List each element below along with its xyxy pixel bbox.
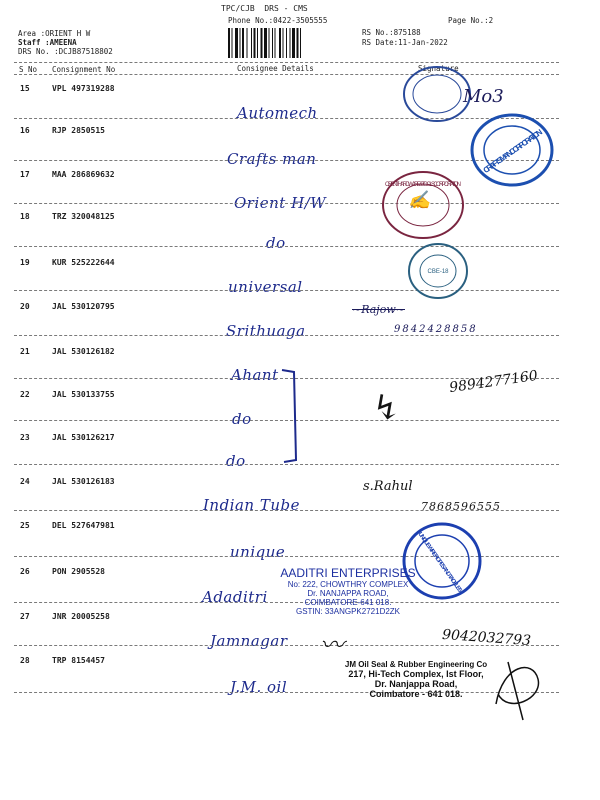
aaditri-stamp — [258, 566, 438, 616]
divider — [14, 246, 559, 247]
row-sno: 22 — [20, 390, 30, 399]
row-sno: 25 — [20, 521, 30, 530]
aaditri-name: AADITRI ENTERPRISES — [280, 566, 416, 580]
consignee-handwriting: Indian Tube — [203, 496, 301, 514]
header-area: Area :ORIENT H W — [18, 29, 91, 38]
signature-24: s.Rahul — [363, 479, 413, 494]
header-drs-no: DRS No. :DCJB87518802 — [18, 47, 113, 56]
row-consignment: JAL 530133755 — [52, 390, 115, 399]
row-consignment: TRP 8154457 — [52, 656, 105, 665]
consignee-handwriting: Crafts man — [227, 150, 317, 168]
consignee-handwriting: unique — [230, 543, 286, 561]
signature-15: Mo3 — [463, 86, 504, 107]
row-consignment: KUR 525222644 — [52, 258, 115, 267]
divider — [14, 290, 559, 291]
row-consignment: JAL 530120795 — [52, 302, 115, 311]
jm-line2: Dr. Nanjappa Road, — [374, 679, 458, 689]
row-sno: 27 — [20, 612, 30, 621]
col-consignment: Consignment No — [52, 65, 116, 74]
phone-24: 7868596555 — [421, 500, 501, 513]
header-page-no: Page No.:2 — [448, 16, 494, 25]
aaditri-line3: COIMBATORE-641 018. — [304, 598, 392, 607]
phone-27: 9042032793 — [441, 626, 532, 650]
header-rs-date: RS Date:11-Jan-2022 — [362, 38, 448, 47]
signature-17: ✍ — [408, 190, 431, 211]
phone-20: 9842428858 — [394, 324, 478, 335]
signature-27: 〰 — [320, 631, 344, 659]
row-consignment: PON 2905528 — [52, 567, 105, 576]
consignee-handwriting: J.M. oil — [230, 678, 288, 696]
divider — [14, 203, 559, 204]
divider — [14, 464, 559, 465]
col-signature: Signature — [418, 64, 459, 73]
consignee-handwriting: universal — [228, 278, 303, 296]
col-consignee: Consignee Details — [237, 64, 314, 73]
col-sno: S No — [19, 65, 38, 74]
aaditri-line2: Dr. NANJAPPA ROAD, — [307, 589, 389, 598]
header-phone: Phone No.:0422-3505555 — [228, 16, 328, 25]
unique-stamp-text: UNIQUE WIRE ROPES AND TACKLES — [416, 531, 463, 594]
bracket-mark — [280, 368, 304, 464]
row-consignment: JAL 530126217 — [52, 433, 115, 442]
consignee-handwriting: Adaditri — [202, 588, 268, 606]
row-sno: 17 — [20, 170, 30, 179]
cbe-stamp — [405, 240, 471, 302]
row-sno: 16 — [20, 126, 30, 135]
jm-stamp — [316, 660, 516, 699]
consignee-handwriting: do — [266, 234, 286, 252]
signature-28 — [488, 654, 548, 724]
header-company: TPC/CJB DRS - CMS — [221, 4, 308, 13]
phone-22: 9894277160 — [448, 367, 539, 397]
consignee-handwriting: Srithuaga — [226, 322, 306, 340]
consignee-handwriting: Automech — [237, 104, 318, 122]
divider — [14, 62, 559, 63]
signature-22: ↯ — [372, 388, 401, 428]
row-sno: 15 — [20, 84, 30, 93]
consignee-handwriting: do — [226, 452, 246, 470]
row-sno: 21 — [20, 347, 30, 356]
orient-stamp-text: ORIENT HARDWARE & TOOLS CORPORATION — [385, 182, 461, 188]
header-staff: Staff :AMEENA — [18, 38, 77, 47]
header-rs-no: RS No.:875188 — [362, 28, 421, 37]
row-consignment: DEL 527647981 — [52, 521, 115, 530]
consignee-handwriting: Ahant — [231, 366, 279, 384]
consignee-handwriting: do — [232, 410, 252, 428]
jm-line1: 217, Hi-Tech Complex, Ist Floor, — [348, 669, 484, 679]
aaditri-gstin: GSTIN: 33ANGPK2721D2ZK — [295, 607, 401, 616]
row-consignment: RJP 2850515 — [52, 126, 105, 135]
barcode — [226, 26, 356, 60]
consignee-handwriting: Jamnagar — [210, 632, 288, 650]
jm-name: JM Oil Seal & Rubber Engineering Co — [344, 660, 488, 669]
divider — [14, 335, 559, 336]
row-sno: 18 — [20, 212, 30, 221]
row-sno: 23 — [20, 433, 30, 442]
craftsman-stamp-text: CRAFTSMAN CORPORATION — [481, 127, 545, 175]
signature-20: ~Rajow~ — [352, 303, 405, 316]
row-consignment: JNR 20005258 — [52, 612, 110, 621]
row-sno: 28 — [20, 656, 30, 665]
row-sno: 19 — [20, 258, 30, 267]
aaditri-line1: No: 222, CHOWTHRY COMPLEX — [287, 580, 409, 589]
consignee-handwriting: Orient H/W — [234, 194, 327, 212]
cbe-stamp-text: CBE-18 — [427, 269, 449, 275]
row-consignment: VPL 497319288 — [52, 84, 115, 93]
row-sno: 20 — [20, 302, 30, 311]
row-consignment: JAL 530126182 — [52, 347, 115, 356]
row-sno: 26 — [20, 567, 30, 576]
row-consignment: JAL 530126183 — [52, 477, 115, 486]
jm-line3: Coimbatore - 641 018. — [369, 689, 463, 699]
row-sno: 24 — [20, 477, 30, 486]
row-consignment: TRZ 320048125 — [52, 212, 115, 221]
craftsman-stamp — [467, 110, 557, 190]
row-consignment: MAA 286869632 — [52, 170, 115, 179]
